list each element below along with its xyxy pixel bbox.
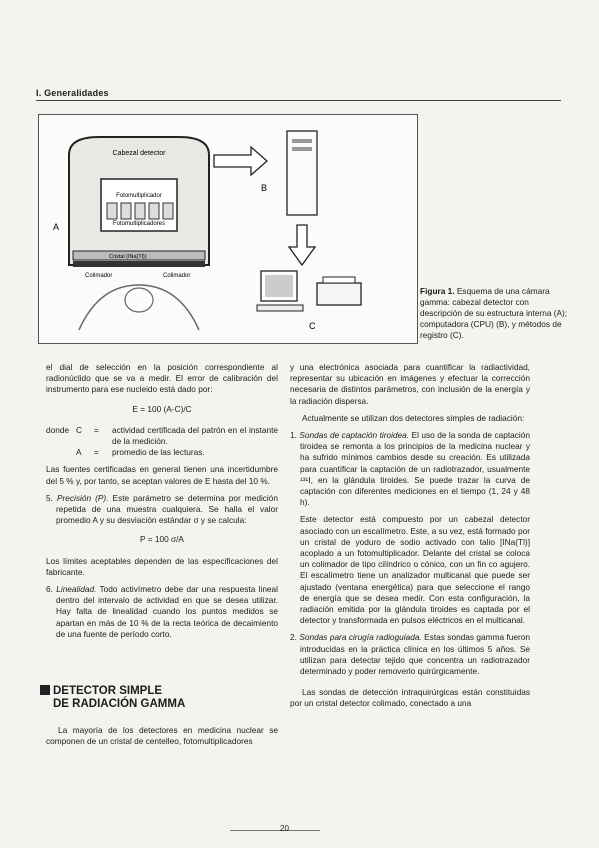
label-photomultipliers: Fotomultiplicadores	[112, 221, 166, 227]
section-heading	[40, 685, 185, 711]
running-header: I. Generalidades	[36, 88, 109, 98]
item-thyroid-term: Sondas de captación tiroidea.	[299, 430, 410, 441]
page-number: 20	[280, 824, 289, 833]
label-collimator: Colimador	[85, 273, 113, 279]
item-surgery-term: Sondas para cirugía radioguiada.	[299, 632, 422, 643]
def-a-key: A	[76, 447, 82, 458]
left-foot-paragraph: La mayoría de los detectores en medicina nuclear se componen de un cristal de centelleo, fotomultiplicadores	[46, 725, 278, 747]
right-p3: Las sondas de detección intraquirúrgicas están constituidas por un cristal detector colimado, conectado a una	[290, 687, 530, 709]
cpu-drive	[292, 139, 312, 143]
left-p1: el dial de selección en la posición correspondiente al radionúclido que se va a medir. El error de calibración del instrumento para ese nucleido está dado por:	[46, 362, 278, 395]
item-surgery-num: 2.	[290, 632, 297, 643]
def-a-val: promedio de las lecturas.	[112, 447, 205, 458]
def-c-eq: =	[94, 424, 99, 435]
patient-head	[125, 288, 153, 312]
right-p1: y una electrónica asociada para cuantificar la radiactividad, representar su ubicación en imágenes y efectuar la corrección necesaria de distintos parámetros, con inclusión de la energía y la radiación dispersa.	[290, 362, 530, 406]
def-c-val: actividad certificada del patrón en el instante de la medición.	[112, 424, 278, 447]
def-a-eq: =	[94, 447, 99, 458]
item-surgery-probe	[290, 632, 530, 677]
label-photomultiplier: Fotomultiplicador	[116, 193, 162, 199]
collimator-bar	[73, 261, 205, 267]
page-footer-rule	[230, 830, 320, 831]
equation-error: E = 100 (A-C)/C	[132, 403, 192, 414]
item-thyroid-num: 1.	[290, 430, 297, 441]
section-marker-icon	[40, 685, 50, 695]
right-column	[290, 362, 530, 716]
section-line2: DE RADIACIÓN GAMMA	[53, 698, 186, 710]
letter-c: C	[309, 321, 316, 331]
item-precision-num: 5.	[46, 492, 53, 503]
cpu-tower	[287, 131, 317, 215]
figure-caption	[420, 286, 570, 341]
label-detector-head: Cabezal detector	[112, 150, 166, 157]
item-surgery-text: Estas sondas gamma fueron introducidas en la práctica clínica en los últimos 5 años. Se utilizan para detectar tejido que concentra un radiotrazador determinado y poder removerlo quirúrgicamente.	[300, 632, 531, 677]
header-rule	[36, 100, 561, 101]
caption-title: Figura 1.	[420, 286, 455, 296]
item-thyroid-probe	[290, 430, 530, 508]
caption-text: Esquema de una cámara gamma: cabezal detector con descripción de su estructura interna (A); computadora (CPU) (B), y métodos de registro (C).	[420, 286, 568, 340]
label-collimator-alt: Colimador	[163, 273, 191, 279]
left-p4: Los límites aceptables dependen de las especificaciones del fabricante.	[46, 555, 278, 577]
left-column	[46, 362, 278, 646]
definitions	[46, 425, 278, 459]
arrow-right	[214, 147, 267, 175]
item-thyroid-text: El uso de la sonda de captación tiroidea se remonta a los principios de la medicina nuclear y ha sufrido mínimos cambios desde su creación. Es utilizada para cuantificar la captación de un radiotrazador, usualmente ¹³¹I, en la glándula tiroides. Se puede trazar la curva de captación con diferentes mediciones en el tiempo (1, 24 y 48 h).	[300, 430, 531, 508]
def-c-key: C	[76, 424, 82, 435]
def-donde: donde	[46, 424, 70, 435]
patient-shape	[79, 285, 199, 330]
item-thyroid-detail: Este detector está compuesto por un cabezal detector asociado con un escalímetro. Este, a su vez, está formado por un cristal de yoduro de sodio activado con talio [INa(Tl)] acoplado a un fotomultiplicador. Delante del cristal se coloca un colimador de tipo cilíndrico o cónico, con un fin co agujero. El escalímetro tiene un analizador multicanal que puede ser ajustado (ventana energética) para que seleccione el rango de energía que se desea medir. Con esta configuración, la radiación emitida por la glándula tiroides es captada por el detector y transformada en pulsos eléctricos en el multicanal.	[300, 514, 530, 626]
printer-tray	[323, 277, 355, 283]
letter-b: B	[261, 183, 268, 193]
item-linearity	[46, 584, 278, 640]
arrow-down	[289, 225, 315, 265]
left-p2: Las fuentes certificadas en general tienen una incertidumbre del 5 % y, por tanto, se aceptan valores de E hasta del 10 %.	[46, 464, 278, 486]
item-precision-text: Este parámetro se determina por medición repetida de una muestra cualquiera. Se halla el valor promedio A y su desviación estándar σ y se calcula:	[56, 492, 279, 526]
section-line1: DETECTOR SIMPLE	[53, 685, 163, 697]
right-p2: Actualmente se utilizan dos detectores simples de radiación:	[302, 412, 525, 423]
cpu-drive-2	[292, 147, 312, 151]
equation-precision: P = 100 σ/A	[140, 534, 184, 545]
item-linearity-term: Linealidad.	[56, 584, 97, 595]
item-linearity-num: 6.	[46, 584, 53, 595]
keyboard	[257, 305, 303, 311]
printer	[317, 283, 361, 305]
label-crystal: Cristal (INa(Tl))	[109, 254, 147, 260]
figure-gamma-camera	[38, 114, 418, 344]
item-linearity-text: Todo activímetro debe dar una respuesta lineal dentro del intervalo de actividad en que se desea utilizar. Hay falta de linealidad cuando los puntos medidos se apartan en más de 10 % de la recta teórica de decaimiento de una fuente de período corto.	[56, 584, 279, 639]
item-precision	[46, 493, 278, 527]
pmt-tubes	[107, 203, 173, 219]
gamma-camera-diagram	[39, 115, 417, 343]
letter-a: A	[53, 222, 60, 232]
monitor-screen	[265, 275, 293, 297]
item-precision-term: Precisión (P).	[56, 492, 109, 503]
